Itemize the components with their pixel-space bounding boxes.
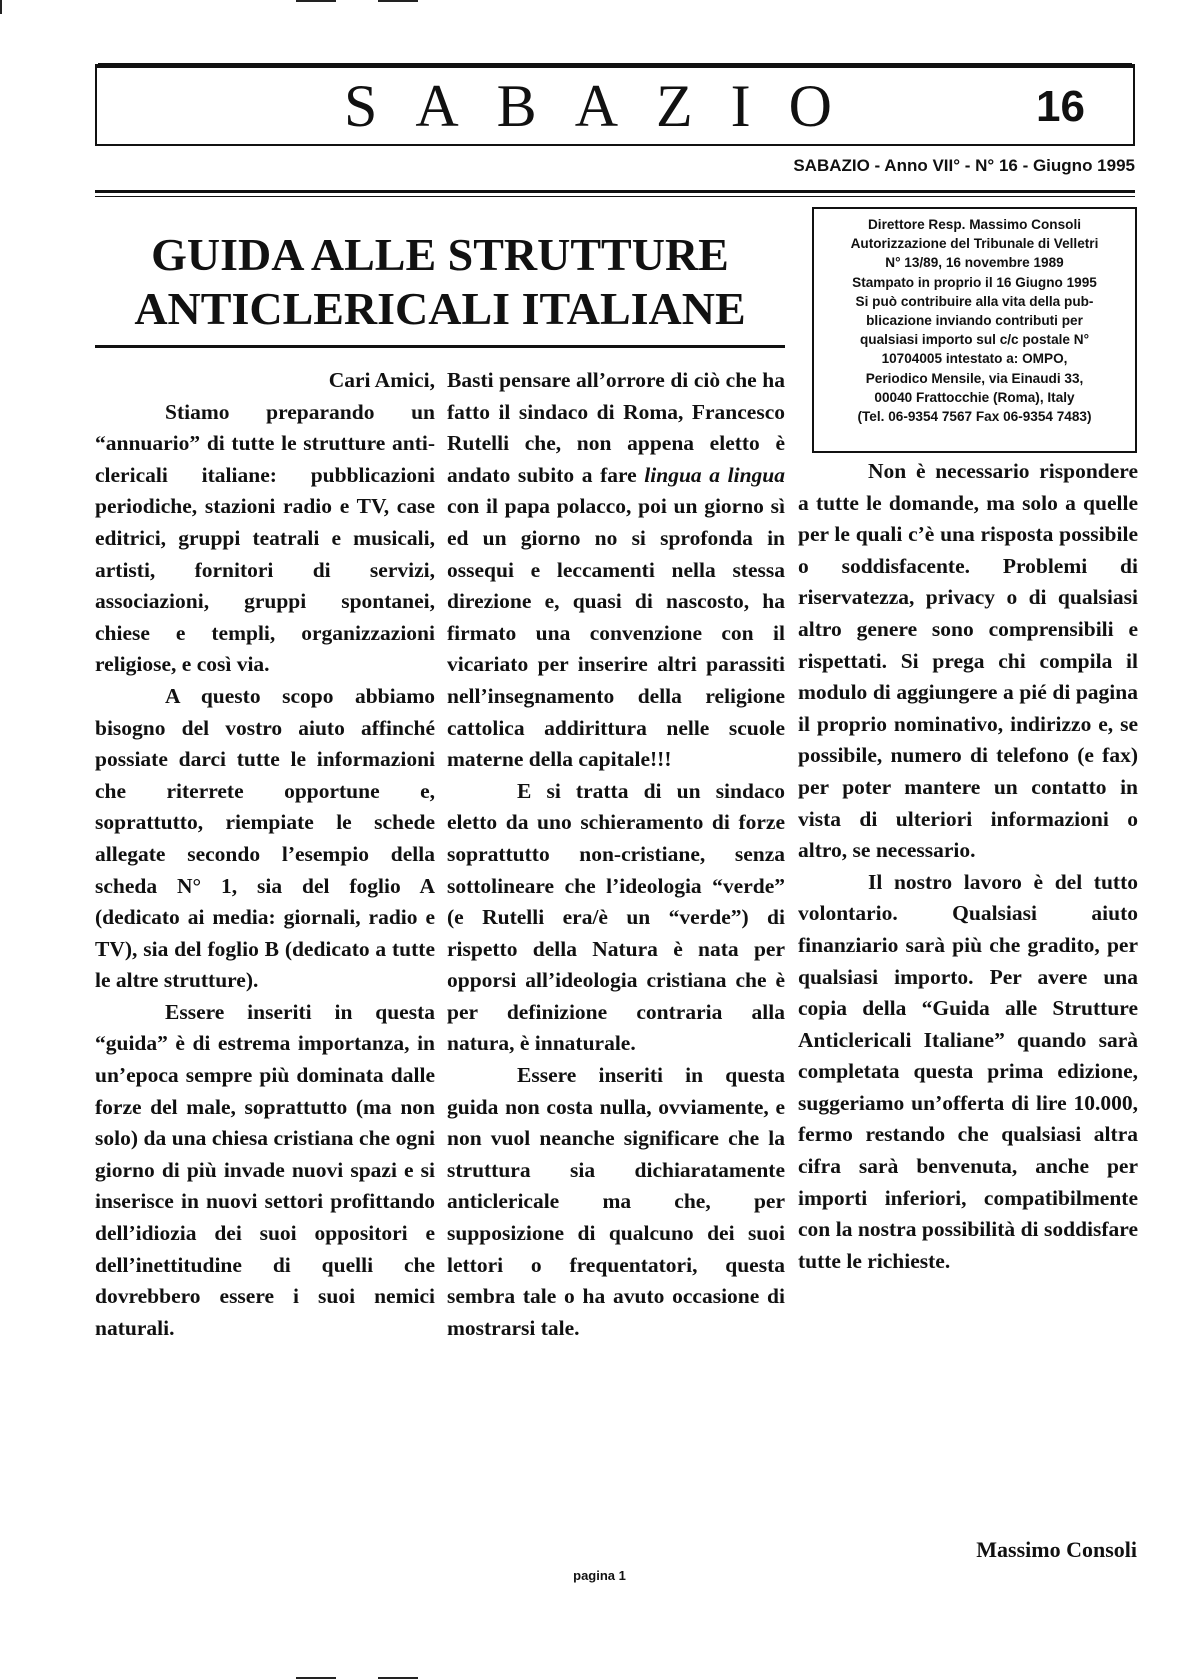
text-run: con il papa polacco, poi un giorno sì ed un giorno no si sprofonda in ossequi e leccamenti nella stessa direzione e, quasi di nascosto, ha firmato una convenzione con il vicariato per inserire altri parassiti nell’insegnamento della religione cattolica addirittura nelle scuole materne della capitale!!! <box>447 494 785 772</box>
headline-line-1: GUIDA ALLE STRUTTURE <box>151 229 729 280</box>
info-line: blicazione inviando contributi per <box>866 313 1083 329</box>
info-line: 00040 Frattocchie (Roma), Italy <box>874 389 1075 405</box>
paragraph: A questo scopo abbiamo bisogno del vostro aiuto affinché possiate darci tutte le informazioni che riterrete opportune e, soprattutto, riempiate le schede allegate secondo l’esempio della scheda N° 1, sia del foglio A (dedicato ai media: giornali, radio e TV), sia del foglio B (dedicato a tutte le altre strutture). <box>95 683 435 993</box>
issue-number: 16 <box>1036 82 1085 131</box>
headline-line-2: ANTICLERICALI ITALIANE <box>134 283 746 334</box>
header-rule-top <box>95 190 1135 193</box>
headline <box>95 228 785 336</box>
masthead-title: SABAZIO <box>343 73 870 139</box>
article-column-1 <box>95 365 435 1344</box>
text-run: Basti pensare all’orrore di ciò che ha fatto il sindaco di Roma, Francesco Rutelli che, non appena eletto è andato subito a fare <box>447 368 785 487</box>
info-line: 10704005 intestato a: OMPO, <box>881 351 1068 367</box>
signature: Massimo Consoli <box>976 1537 1137 1562</box>
article-column-2 <box>447 365 785 1344</box>
page-number: pagina 1 <box>573 1568 626 1583</box>
info-line: Direttore Resp. Massimo Consoli <box>867 217 1081 232</box>
paragraph: Stiamo preparando un “annuario” di tutte le strutture anti-clericali italiane: pubblicazioni periodiche, stazioni radio e TV, case editrici, gruppi teatrali e musicali, artisti, fornitori di servizi, associazioni, gruppi spontanei, chiese e templi, organizzazioni religiose, e così via. <box>95 399 435 677</box>
headline-rule <box>95 345 785 348</box>
paragraph <box>447 365 785 776</box>
info-line: (Tel. 06-9354 7567 Fax 06-9354 7483) <box>857 409 1092 425</box>
article-column-3 <box>798 456 1138 1277</box>
publication-info-box <box>812 207 1137 453</box>
paragraph: Il nostro lavoro è del tutto volontario. Qualsiasi aiuto finanziario sarà più che gradito, per qualsiasi importo. Per avere una copia della “Guida alle Strutture Anticlericali Italiane” quando sarà completata questa prima edizione, suggeriamo un’offerta di lire 10.000, fermo restando che qualsiasi altra cifra sarà benvenuta, anche per importi inferiori, compatibilmente con la nostra possibilità di soddisfare tutte le richieste. <box>798 869 1138 1273</box>
info-line: qualsiasi importo sul c/c postale N° <box>859 332 1090 348</box>
info-line: N° 13/89, 16 novembre 1989 <box>885 255 1064 271</box>
header-rule-bottom <box>95 196 1135 197</box>
info-line: Periodico Mensile, via Einaudi 33, <box>865 370 1084 386</box>
masthead <box>95 66 1135 146</box>
paragraph: Essere inseriti in questa “guida” è di estrema importanza, in un’epoca sempre più dominata dalle forze del male, soprattutto (ma non solo) da una chiesa cristiana che ogni giorno di più invade nuovi spazi e si inserisce in nuovi settori profittando dell’idiozia dei suoi oppositori e dell’inettitudine di quelli che dovrebbero essere i suoi nemici naturali. <box>95 999 435 1340</box>
italic-phrase: lingua a lingua <box>644 462 785 487</box>
paragraph: Non è necessario rispondere a tutte le domande, ma solo a quelle per le quali c’è una risposta possibile o soddisfacente. Problemi di riservatezza, privacy o di qualsiasi altro genere sono comprensibili e rispettati. Si prega chi compila il modulo di aggiungere a pié di pagina il proprio nominativo, indirizzo e, se possibile, numero di telefono (e fax) per poter mantere un contatto in vista di ulteriori informazioni o altro, se necessario. <box>798 459 1138 863</box>
paragraph: E si tratta di un sindaco eletto da uno schieramento di forze soprattutto non-cristiane, senza sottolineare che l’ideologia “verde” (e Rutelli era/è un “verde”) di rispetto della Natura è nata per opporsi all’ideologia cristiana che è per definizione contraria alla natura, è innaturale. <box>447 778 785 1056</box>
info-line: Si può contribuire alla vita della pub- <box>855 293 1094 309</box>
issue-line: SABAZIO - Anno VII° - N° 16 - Giugno 1995 <box>793 156 1135 175</box>
greeting: Cari Amici, <box>328 368 435 392</box>
paragraph: Essere inseriti in questa guida non costa nulla, ovviamente, e non vuol neanche significare che la struttura sia dichiaratamente anticlericale ma che, per supposizione di qualcuno dei suoi lettori o frequentatori, questa sembra tale o ha avuto occasione di mostrarsi tale. <box>447 1063 785 1340</box>
info-line: Autorizzazione del Tribunale di Velletri <box>850 236 1099 252</box>
info-line: Stampato in proprio il 16 Giugno 1995 <box>852 274 1097 290</box>
